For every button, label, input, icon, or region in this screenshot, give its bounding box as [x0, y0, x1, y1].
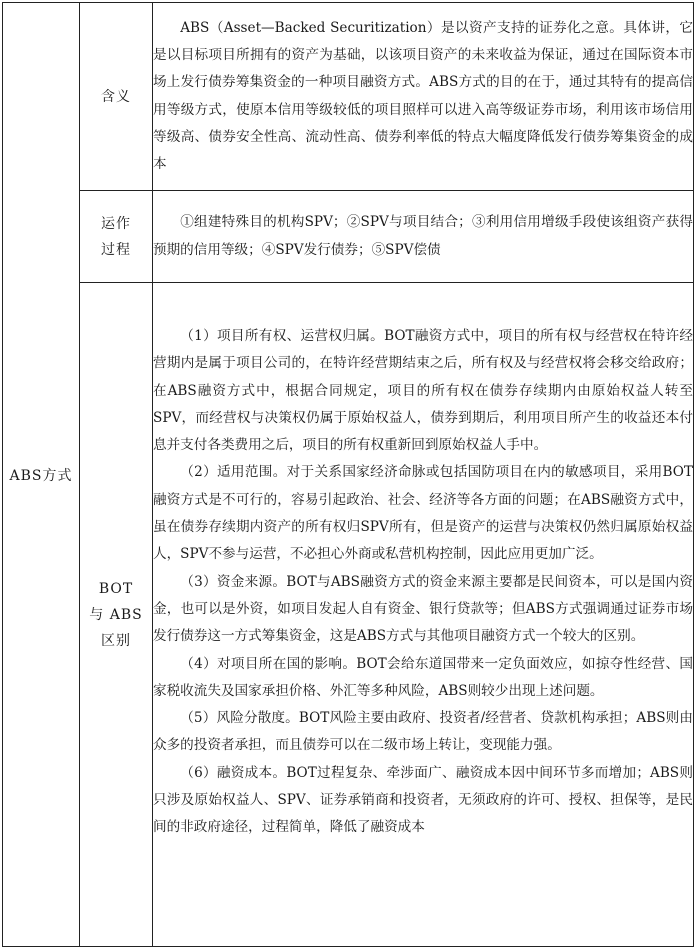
abs-comparison-table	[2, 2, 694, 947]
label-line: BOT	[98, 580, 134, 597]
paragraph: ①组建特殊目的机构SPV；②SPV与项目结合；③利用信用增级手段使该组资产获得预期的信用等级；④SPV发行债券；⑤SPV偿债	[153, 214, 693, 258]
category-cell: ABS方式	[3, 3, 80, 947]
paragraph: （2）适用范围。对于关系国家经济命脉或包括国防项目在内的敏感项目，采用BOT融资方式是不可行的，容易引起政治、社会、经济等各方面的问题；在ABS融资方式中，虽在债券存续期内资产的所有权归SPV所有，但是资产的运营与决策权仍然归属原始权益人，SPV不参与运营，不必担心外商或私营机构控制，因此应用更加广泛。	[153, 464, 693, 563]
table-row	[3, 283, 694, 947]
paragraph: ABS（Asset—Backed Securitization）是以资产支持的证券化之意。具体讲，它是以目标项目所拥有的资产为基础，以该项目资产的未来收益为保证，通过在国际资本市场上发行债券筹集资金的一种项目融资方式。ABS方式的目的在于，通过其特有的提高信用等级方式，使原本信用等级较低的项目照样可以进入高等级证券市场，利用该市场信用等级高、债券安全性高、流动性高、债券利率低的特点大幅度降低发行债券筹集资金的成本	[153, 19, 693, 173]
table-row	[3, 3, 694, 191]
paragraph: （5）风险分散度。BOT风险主要由政府、投资者/经营者、贷款机构承担；ABS则由众多的投资者承担，而且债券可以在二级市场上转让，变现能力强。	[153, 710, 693, 754]
row-content-process	[153, 191, 694, 283]
row-label-bot-vs-abs	[80, 283, 153, 947]
label-line: 区别	[101, 632, 131, 649]
paragraph: （6）融资成本。BOT过程复杂、牵涉面广、融资成本因中间环节多而增加；ABS则只涉及原始权益人、SPV、证券承销商和投资者，无须政府的许可、授权、担保等，是民间的非政府途径，过程简单，降低了融资成本	[153, 764, 693, 836]
paragraph: （4）对项目所在国的影响。BOT会给东道国带来一定负面效应，如掠夺性经营、国家税收流失及国家承担价格、外汇等多种风险，ABS则较少出现上述问题。	[153, 655, 693, 699]
paragraph: （1）项目所有权、运营权归属。BOT融资方式中，项目的所有权与经营权在特许经营期内是属于项目公司的，在特许经营期结束之后，所有权及与经营权将会移交给政府；在ABS融资方式中，根据合同规定，项目的所有权在债券存续期内由原始权益人转至SPV，而经营权与决策权仍属于原始权益人，债券到期后，利用项目所产生的收益还本付息并支付各类费用之后，项目的所有权重新回到原始权益人手中。	[153, 328, 693, 454]
row-label-meaning: 含义	[80, 3, 153, 191]
paragraph: （3）资金来源。BOT与ABS融资方式的资金来源主要都是民间资本，可以是国内资金，也可以是外资，如项目发起人自有资金、银行贷款等；但ABS方式强调通过证券市场发行债券这一方式筹集资金，这是ABS方式与其他项目融资方式一个较大的区别。	[153, 573, 693, 645]
row-label-process	[80, 191, 153, 283]
row-content-bot-vs-abs	[153, 283, 694, 947]
table-row	[3, 191, 694, 283]
label-line: 与 ABS	[89, 606, 143, 623]
label-line: 运作	[101, 215, 131, 232]
row-content-meaning	[153, 3, 694, 191]
label-line: 过程	[101, 241, 131, 258]
